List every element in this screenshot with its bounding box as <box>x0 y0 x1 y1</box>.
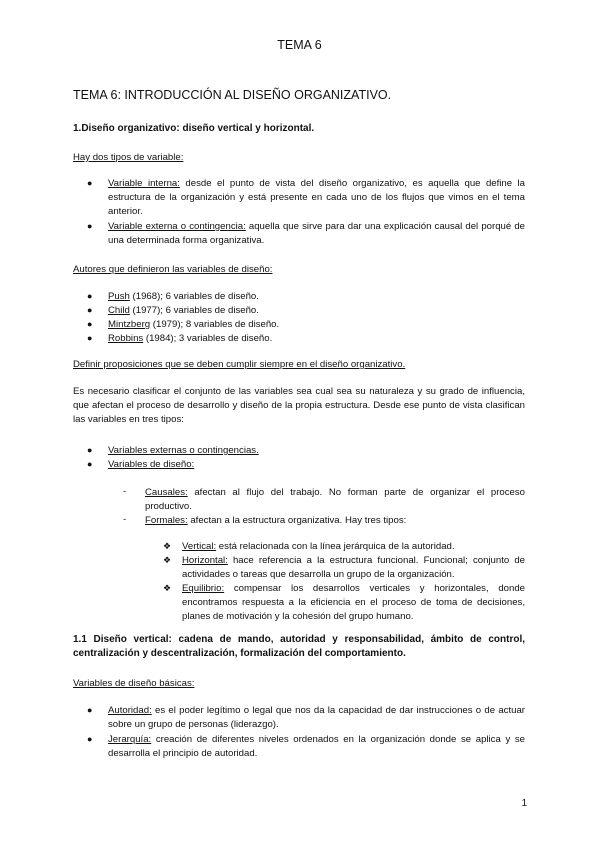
term: Autoridad: <box>108 705 152 716</box>
term: Variable interna: <box>108 178 180 189</box>
diamond-bullet-icon: ❖ <box>163 583 172 593</box>
list-item-variable-externa <box>108 220 525 248</box>
definition: es el poder legítimo o legal que nos da la capacidad de dar instrucciones o de actuar sobre un grupo de personas (liderazgo). <box>108 705 525 730</box>
list-item-variable-interna <box>108 177 525 219</box>
list-item-autor <box>108 332 272 346</box>
diamond-bullet-icon: ❖ <box>163 555 172 565</box>
list-item-formales <box>145 514 406 528</box>
bullet-icon: ● <box>87 319 93 329</box>
bullet-icon: ● <box>87 705 93 715</box>
dash-icon: - <box>123 486 127 497</box>
definition: creación de diferentes niveles ordenados en la organización donde se aplica y se desarrolla el principio de autoridad. <box>108 734 525 759</box>
section-heading-1-1: 1.1 Diseño vertical: cadena de mando, autoridad y responsabilidad, ámbito de control, centralización y descentralización, formalización del comportamiento. <box>73 634 525 659</box>
list-item-equilibrio <box>182 582 525 624</box>
bullet-icon: ● <box>87 445 93 455</box>
tipos-heading: Hay dos tipos de variable: <box>73 152 184 163</box>
list-item-autoridad <box>108 704 525 732</box>
definition: aquella que sirve para dar una explicación causal del porqué de una determinada forma organizativa. <box>108 221 525 246</box>
term: Formales: <box>145 515 188 526</box>
bullet-icon: ● <box>87 734 93 744</box>
definition: hace referencia a la estructura funcional. Funcional; conjunto de actividades o tareas que desarrolla un grupo de la organización. <box>182 555 525 580</box>
list-item-horizontal <box>182 554 525 582</box>
bullet-icon: ● <box>87 333 93 343</box>
list-item-variables-externas: Variables externas o contingencias. <box>108 445 259 456</box>
bullet-icon: ● <box>87 459 93 469</box>
definition: compensar los desarrollos verticales y horizontales, donde encontramos respuesta a la eficiencia en el proceso de toma de decisiones, planes de motivación y la cohesión del grupo humano. <box>182 583 525 622</box>
term: Horizontal: <box>182 555 228 566</box>
list-item-vertical <box>182 540 455 554</box>
definition: (1977); 6 variables de diseño. <box>129 305 259 316</box>
definition: está relacionada con la línea jerárquica de la autoridad. <box>216 541 455 552</box>
term: Push <box>108 291 130 302</box>
list-item-autor <box>108 290 259 304</box>
proposiciones-paragraph: Es necesario clasificar el conjunto de las variables sea cual sea su naturaleza y su grado de influencia, que afectan el proceso de desarrollo y diseño de la propia estructura. Desde ese punto de vista clasifican las variables en tres tipos: <box>73 386 525 425</box>
bullet-icon: ● <box>87 221 93 231</box>
list-item-autor <box>108 318 279 332</box>
bullet-icon: ● <box>87 291 93 301</box>
autores-heading: Autores que definieron las variables de diseño: <box>73 264 273 275</box>
term: Causales: <box>145 487 188 498</box>
basicas-heading: Variables de diseño básicas: <box>73 678 195 689</box>
term: Equilibrio: <box>182 583 225 594</box>
term: Child <box>108 305 130 316</box>
list-item-jerarquia <box>108 733 525 761</box>
dash-icon: - <box>123 514 127 525</box>
list-item-causales <box>145 486 525 514</box>
term: Vertical: <box>182 541 217 552</box>
definition: desde el punto de vista del diseño organizativo, es aquella que define la estructura de la organización y está presente en cada uno de los flujos que vimos en el tema anterior. <box>108 178 525 217</box>
definition: (1979); 8 variables de diseño. <box>150 319 280 330</box>
diamond-bullet-icon: ❖ <box>163 541 172 551</box>
page-number: 1 <box>521 798 527 809</box>
definition: (1984); 3 variables de diseño. <box>143 333 273 344</box>
term: Mintzberg <box>108 319 151 330</box>
section-heading-1: 1.Diseño organizativo: diseño vertical y horizontal. <box>73 123 315 134</box>
definition: afectan a la estructura organizativa. Hay tres tipos: <box>187 515 407 526</box>
term: Jerarquía: <box>108 734 152 745</box>
term: Robbins <box>108 333 144 344</box>
page-header: TEMA 6 <box>277 38 322 52</box>
document-title: TEMA 6: INTRODUCCIÓN AL DISEÑO ORGANIZATIVO. <box>73 88 392 102</box>
definition: afectan al flujo del trabajo. No forman parte de organizar el proceso productivo. <box>145 487 525 512</box>
term: Variable externa o contingencia: <box>108 221 246 232</box>
definition: (1968); 6 variables de diseño. <box>129 291 259 302</box>
bullet-icon: ● <box>87 178 93 188</box>
proposiciones-heading: Definir proposiciones que se deben cumplir siempre en el diseño organizativo. <box>73 359 406 370</box>
bullet-icon: ● <box>87 305 93 315</box>
list-item-variables-diseno: Variables de diseño: <box>108 459 195 470</box>
list-item-autor <box>108 304 259 318</box>
